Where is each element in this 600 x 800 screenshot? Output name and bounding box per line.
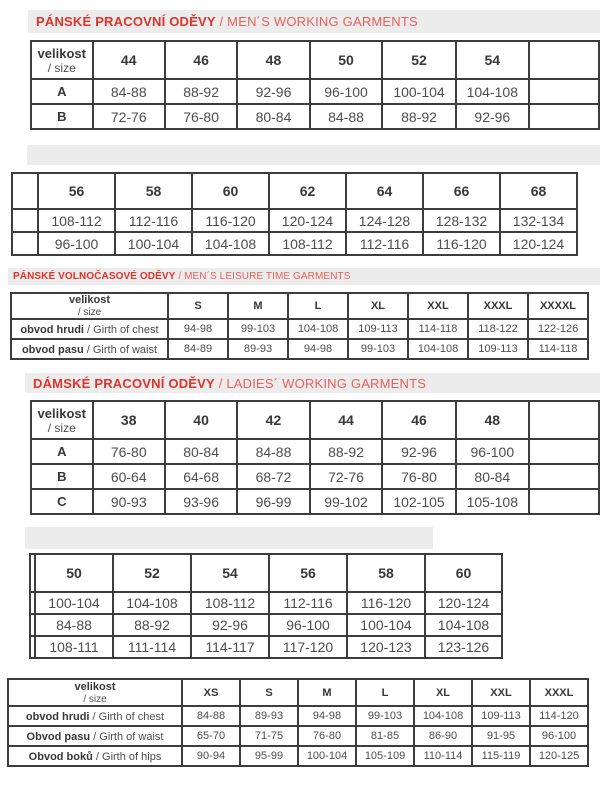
size-range-cell: 116-120	[192, 209, 269, 232]
size-range-cell: 114-117	[191, 636, 269, 658]
row-label: obvod pasu / Girth of waist	[11, 339, 168, 359]
size-column-header: 46	[382, 401, 455, 439]
size-range-cell: 90-93	[93, 489, 165, 514]
size-range-cell: 88-92	[165, 79, 237, 104]
table-ladies-working-sizes-38-48	[30, 400, 600, 515]
size-range-cell: 92-96	[191, 614, 269, 636]
size-range-cell: 100-104	[298, 746, 356, 766]
cut-column-cell	[12, 232, 38, 255]
size-range-cell: 96-100	[530, 726, 588, 746]
divider-bar	[27, 145, 600, 165]
size-range-cell: 115-119	[472, 746, 530, 766]
size-column-header: XXXL	[468, 293, 528, 319]
size-column-header: 50	[310, 41, 383, 79]
size-range-cell: 81-85	[356, 726, 414, 746]
size-range-cell: 109-113	[472, 706, 530, 726]
size-range-cell: 128-132	[423, 209, 500, 232]
size-range-cell: 109-113	[468, 339, 528, 359]
cut-column-cell	[529, 489, 599, 514]
size-column-header: 48	[456, 401, 529, 439]
cut-column-cell	[529, 439, 599, 464]
size-column-header: 42	[237, 401, 309, 439]
size-range-cell: 88-92	[113, 614, 191, 636]
size-range-cell: 96-99	[237, 489, 309, 514]
table-corner-label: velikost / size	[8, 679, 182, 706]
size-column-header: 56	[269, 554, 347, 592]
size-range-cell: 71-75	[240, 726, 298, 746]
table-corner-label: velikost / size	[31, 41, 93, 79]
size-range-cell: 104-108	[456, 79, 529, 104]
size-range-cell: 60-64	[93, 464, 165, 489]
size-range-cell: 84-88	[237, 439, 309, 464]
size-range-cell: 117-120	[269, 636, 347, 658]
title-separator: /	[214, 375, 227, 391]
size-range-cell: 100-104	[35, 592, 113, 614]
size-range-cell: 76-80	[165, 104, 237, 129]
size-range-cell: 94-98	[298, 706, 356, 726]
size-range-cell: 99-103	[356, 706, 414, 726]
size-column-header: 52	[382, 41, 455, 79]
size-range-cell: 65-70	[182, 726, 240, 746]
section-header-ladies-working	[25, 373, 600, 393]
section-title-english: MEN´S LEISURE TIME GARMENTS	[184, 271, 351, 282]
size-column-header: 44	[93, 41, 165, 79]
size-range-cell: 80-84	[237, 104, 309, 129]
section-title-czech: PÁNSKÉ PRACOVNÍ ODĚVY	[36, 14, 216, 29]
size-range-cell: 84-89	[168, 339, 228, 359]
size-range-cell: 86-90	[414, 726, 472, 746]
size-column-header: XL	[414, 679, 472, 706]
size-range-cell: 95-99	[240, 746, 298, 766]
size-range-cell: 116-120	[347, 592, 425, 614]
table-ladies-working-sizes-50-60	[29, 553, 503, 659]
size-range-cell: 122-126	[528, 319, 588, 339]
size-column-header: 54	[456, 41, 529, 79]
size-range-cell: 100-104	[382, 79, 455, 104]
size-column-header: 66	[423, 173, 500, 209]
size-range-cell: 84-88	[93, 79, 165, 104]
row-label: B	[31, 464, 93, 489]
row-label: A	[31, 79, 93, 104]
size-column-header: XL	[348, 293, 408, 319]
title-separator: /	[175, 271, 185, 282]
size-range-cell: 84-88	[35, 614, 113, 636]
size-range-cell: 92-96	[382, 439, 455, 464]
section-title-czech: DÁMSKÉ PRACOVNÍ ODĚVY	[33, 375, 215, 391]
size-range-cell: 92-96	[456, 104, 529, 129]
size-column-header: 68	[500, 173, 577, 209]
size-range-cell: 100-104	[347, 614, 425, 636]
size-range-cell: 64-68	[165, 464, 237, 489]
size-range-cell: 96-100	[310, 79, 383, 104]
table-corner-label: velikost / size	[31, 401, 93, 439]
table-mens-leisure-sizes	[10, 292, 589, 360]
size-range-cell: 108-112	[191, 592, 269, 614]
size-range-cell: 108-112	[38, 209, 115, 232]
table-clip-region	[30, 400, 600, 515]
size-range-cell: 132-134	[500, 209, 577, 232]
size-range-cell: 80-84	[165, 439, 237, 464]
size-column-header: 58	[115, 173, 192, 209]
size-range-cell: 80-84	[456, 464, 529, 489]
cut-column-cell	[12, 173, 38, 209]
size-range-cell: 114-118	[528, 339, 588, 359]
size-column-header: 62	[269, 173, 346, 209]
size-column-header: 44	[310, 401, 383, 439]
size-range-cell: 104-108	[113, 592, 191, 614]
size-range-cell: 96-100	[38, 232, 115, 255]
size-column-header: 48	[237, 41, 309, 79]
size-range-cell: 89-93	[228, 339, 288, 359]
size-range-cell: 114-118	[408, 319, 468, 339]
size-range-cell: 104-108	[408, 339, 468, 359]
section-title-czech: PÁNSKÉ VOLNOČASOVÉ ODĚVY	[13, 271, 176, 282]
row-label: obvod hrudi / Girth of chest	[8, 706, 182, 726]
size-column-header: S	[168, 293, 228, 319]
size-range-cell: 76-80	[298, 726, 356, 746]
size-column-header: 40	[165, 401, 237, 439]
size-range-cell: 102-105	[382, 489, 455, 514]
size-column-header: L	[288, 293, 348, 319]
row-label: B	[31, 104, 93, 129]
size-range-cell: 91-95	[472, 726, 530, 746]
size-column-header: 46	[165, 41, 237, 79]
size-column-header: XXXXL	[528, 293, 588, 319]
size-range-cell: 120-124	[500, 232, 577, 255]
size-range-cell: 111-114	[113, 636, 191, 658]
row-label: Obvod boků / Girth of hips	[8, 746, 182, 766]
size-range-cell: 120-124	[269, 209, 346, 232]
size-range-cell: 116-120	[423, 232, 500, 255]
size-range-cell: 104-108	[288, 319, 348, 339]
row-label: C	[31, 489, 93, 514]
size-range-cell: 108-112	[269, 232, 346, 255]
size-range-cell: 105-108	[456, 489, 529, 514]
table-ladies-measurements	[7, 678, 589, 767]
size-column-header: XXL	[408, 293, 468, 319]
cut-column-cell	[12, 209, 38, 232]
size-range-cell: 99-103	[228, 319, 288, 339]
size-range-cell: 100-104	[115, 232, 192, 255]
size-column-header: XXXL	[530, 679, 588, 706]
size-range-cell: 123-126	[425, 636, 502, 658]
size-range-cell: 96-100	[456, 439, 529, 464]
table-clip-region	[30, 40, 600, 130]
size-column-header: XS	[182, 679, 240, 706]
size-column-header: XXL	[472, 679, 530, 706]
size-column-header: S	[240, 679, 298, 706]
size-range-cell: 93-96	[165, 489, 237, 514]
size-range-cell: 114-120	[530, 706, 588, 726]
section-header-mens-working	[28, 10, 600, 33]
cut-column-cell	[529, 401, 599, 439]
size-range-cell: 90-94	[182, 746, 240, 766]
size-column-header: 52	[113, 554, 191, 592]
title-separator: /	[215, 14, 228, 29]
size-range-cell: 104-108	[425, 614, 502, 636]
size-column-header: 50	[35, 554, 113, 592]
size-range-cell: 76-80	[382, 464, 455, 489]
table-mens-working-sizes-44-54	[30, 40, 600, 130]
size-range-cell: 104-108	[414, 706, 472, 726]
size-column-header: 60	[192, 173, 269, 209]
size-range-cell: 120-125	[530, 746, 588, 766]
size-range-cell: 120-124	[425, 592, 502, 614]
row-label: Obvod pasu / Girth of waist	[8, 726, 182, 746]
size-range-cell: 104-108	[192, 232, 269, 255]
size-column-header: 56	[38, 173, 115, 209]
section-title-english: MEN´S WORKING GARMENTS	[227, 14, 418, 29]
size-range-cell: 124-128	[346, 209, 423, 232]
size-column-header: 54	[191, 554, 269, 592]
size-range-cell: 112-116	[346, 232, 423, 255]
size-column-header: 58	[347, 554, 425, 592]
size-range-cell: 94-98	[288, 339, 348, 359]
size-range-cell: 88-92	[382, 104, 455, 129]
size-column-header: 60	[425, 554, 502, 592]
cut-column-cell	[529, 464, 599, 489]
size-range-cell: 99-102	[310, 489, 383, 514]
size-range-cell: 72-76	[93, 104, 165, 129]
size-range-cell: 72-76	[310, 464, 383, 489]
cut-column-cell	[529, 41, 599, 79]
section-header-mens-leisure	[8, 268, 600, 285]
size-range-cell: 109-113	[348, 319, 408, 339]
size-range-cell: 108-111	[35, 636, 113, 658]
size-range-cell: 84-88	[310, 104, 383, 129]
size-range-cell: 110-114	[414, 746, 472, 766]
section-title-english: LADIES´ WORKING GARMENTS	[226, 375, 427, 391]
table-mens-working-sizes-56-68	[11, 172, 578, 256]
cut-column-cell	[529, 79, 599, 104]
size-range-cell: 76-80	[93, 439, 165, 464]
size-range-cell: 89-93	[240, 706, 298, 726]
size-range-cell: 99-103	[348, 339, 408, 359]
size-range-cell: 84-88	[182, 706, 240, 726]
size-column-header: M	[228, 293, 288, 319]
size-range-cell: 96-100	[269, 614, 347, 636]
row-label: A	[31, 439, 93, 464]
size-range-cell: 112-116	[269, 592, 347, 614]
divider-bar	[25, 527, 433, 549]
size-range-cell: 112-116	[115, 209, 192, 232]
size-range-cell: 120-123	[347, 636, 425, 658]
size-range-cell: 94-98	[168, 319, 228, 339]
size-range-cell: 88-92	[310, 439, 383, 464]
size-column-header: 64	[346, 173, 423, 209]
size-column-header: M	[298, 679, 356, 706]
size-range-cell: 92-96	[237, 79, 309, 104]
size-column-header: 38	[93, 401, 165, 439]
table-corner-label: velikost / size	[11, 293, 168, 319]
size-range-cell: 118-122	[468, 319, 528, 339]
size-range-cell: 68-72	[237, 464, 309, 489]
size-range-cell: 105-109	[356, 746, 414, 766]
row-label: obvod hrudi / Girth of chest	[11, 319, 168, 339]
cut-column-cell	[529, 104, 599, 129]
size-column-header: L	[356, 679, 414, 706]
